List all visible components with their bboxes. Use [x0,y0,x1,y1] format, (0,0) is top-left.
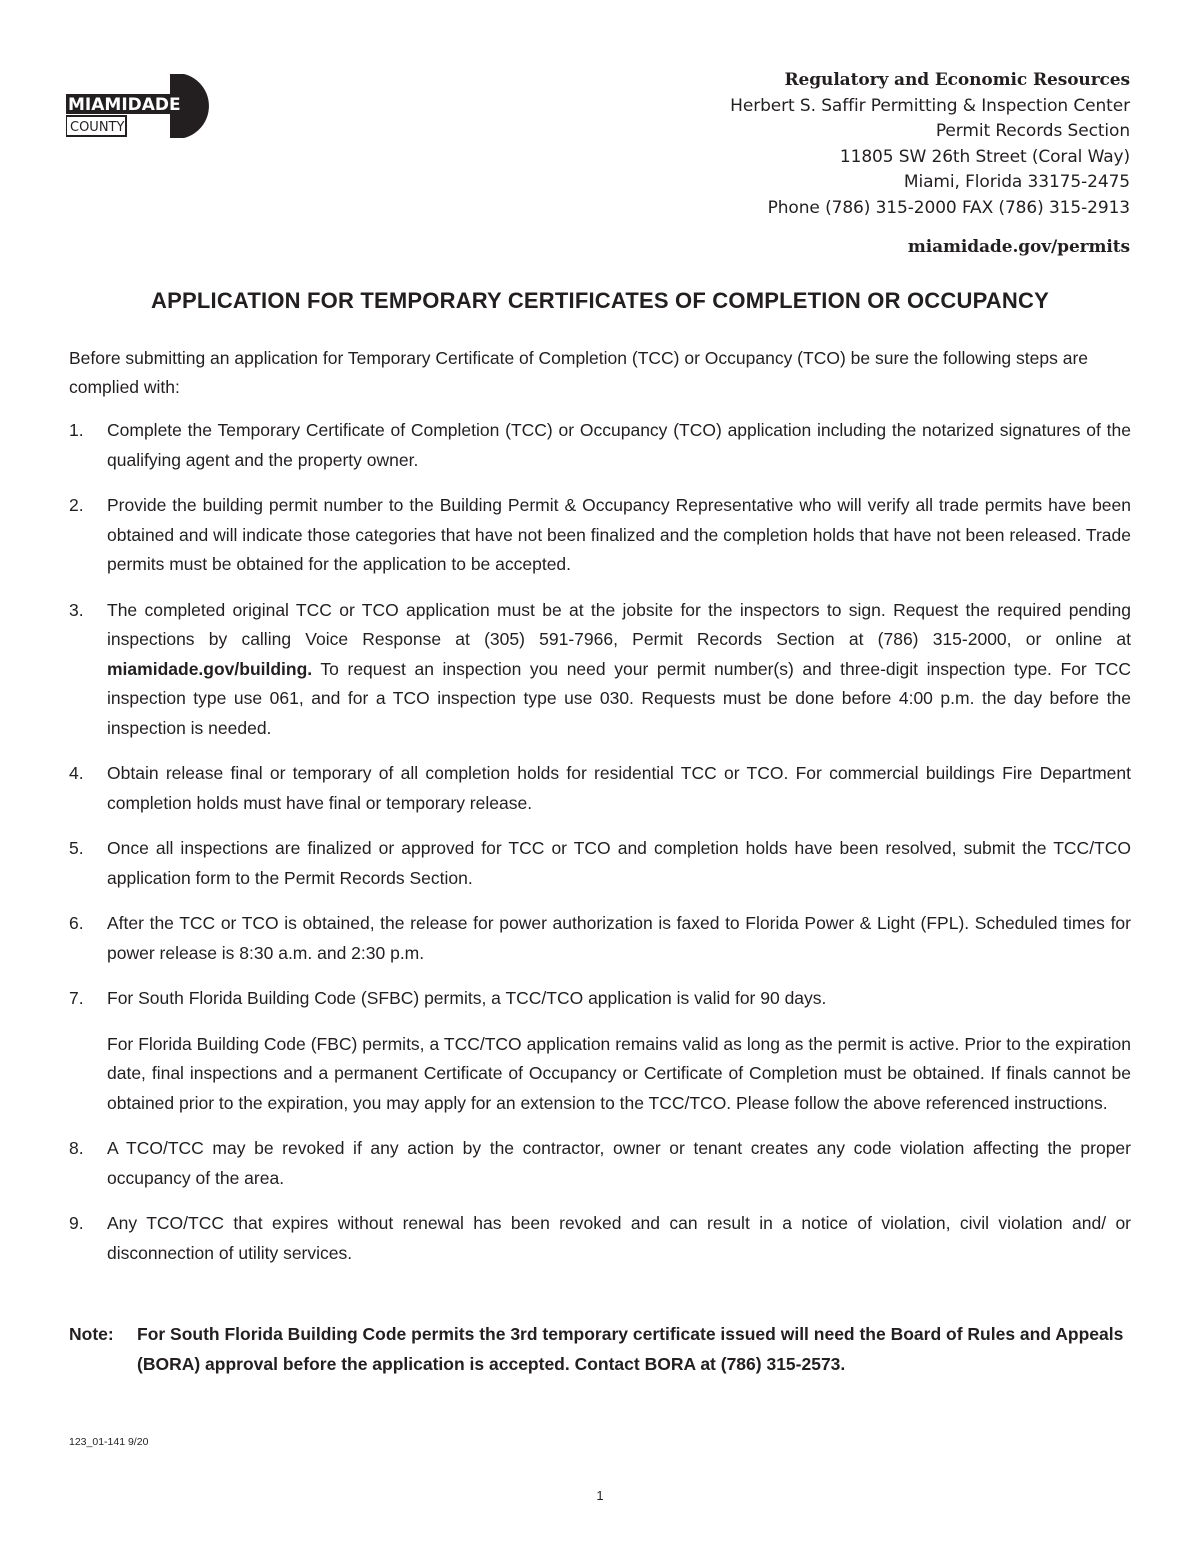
item-text: Any TCO/TCC that expires without renewal has been revoked and can result in a notice of violation, civil violation and/ or disconnection of utility services. [107,1213,1131,1263]
item-text: After the TCC or TCO is obtained, the release for power authorization is faxed to Florida Power & Light (FPL). Scheduled times for power release is 8:30 a.m. and 2:30 p.m. [107,913,1131,963]
item-text: Provide the building permit number to the Building Permit & Occupancy Representative who will verify all trade permits have been obtained and will indicate those categories that have not been finalized and the completion holds that have not been released. Trade permits must be obtained for the application to be accepted. [107,495,1131,574]
list-item [69,416,1131,475]
center-name: Herbert S. Saffir Permitting & Inspection Center [730,95,1130,116]
item-text [107,984,1131,1118]
logo-line2: COUNTY [70,120,125,135]
item-number: 3. [69,599,84,620]
item-text-main: For South Florida Building Code (SFBC) permits, a TCC/TCO application is valid for 90 days. [107,988,827,1008]
header-address-block [730,68,1130,261]
item-number: 9. [69,1213,84,1233]
form-number: 123_01-141 9/20 [69,1436,149,1448]
list-item [69,759,1131,818]
list-item [69,1134,1131,1193]
item-number: 4. [69,763,84,783]
item-number: 8. [69,1138,84,1158]
website-link[interactable]: miamidade.gov/permits [907,237,1130,257]
city-address: Miami, Florida 33175-2475 [903,172,1130,192]
miami-dade-county-logo [66,72,216,140]
item-number: 2. [69,495,84,515]
department-name: Regulatory and Economic Resources [784,70,1130,90]
page-title: APPLICATION FOR TEMPORARY CERTIFICATES OF COMPLETION OR OCCUPANCY [151,288,1049,313]
list-item [69,491,1131,580]
note-label: Note: [69,1324,114,1344]
page-number: 1 [596,1488,604,1503]
section-name: Permit Records Section [935,121,1130,141]
item-number: 1. [69,420,84,440]
list-item [69,984,1131,1118]
phone-fax: Phone (786) 315-2000 FAX (786) 315-2913 [767,197,1130,218]
item-text-part-a: The completed original TCC or TCO application must be at the jobsite for the inspectors to sign. Request the required pending inspections by calling Voice Response at (305) 591-7966, Permit Records Section at (786) 315-2000, or online at [107,599,1131,649]
list-item [69,596,1131,744]
list-item [69,909,1131,968]
item-subparagraph: For Florida Building Code (FBC) permits, a TCC/TCO application remains valid as long as the permit is active. Prior to the expiration date, final inspections and a permanent Certificate of Occupancy or Certificate of Completion must be obtained. If finals cannot be obtained prior to the expiration, you may apply for an extension to the TCC/TCO. Please follow the above referenced instructions. [107,1033,1131,1113]
item-text: Complete the Temporary Certificate of Completion (TCC) or Occupancy (TCO) application including the notarized signatures of the qualifying agent and the property owner. [107,420,1131,470]
logo-line1: MIAMIDADE [68,95,181,115]
item-text [107,596,1131,744]
item-text: A TCO/TCC may be revoked if any action by the contractor, owner or tenant creates any code violation affecting the proper occupancy of the area. [107,1138,1131,1188]
street-address: 11805 SW 26th Street (Coral Way) [839,146,1130,167]
building-link[interactable]: miamidade.gov/building. [107,658,313,679]
item-text: Once all inspections are finalized or approved for TCC or TCO and completion holds have been resolved, submit the TCC/TCO application form to the Permit Records Section. [107,838,1131,888]
item-number: 7. [69,988,84,1008]
item-text-part-b: To request an inspection you need your permit number(s) and three-digit inspection type. For TCC inspection type use 061, and for a TCO inspection type use 030. Requests must be done before 4:00 p.m. the day before the inspection is needed. [107,658,1131,738]
list-item [69,1209,1131,1268]
note-text: For South Florida Building Code permits the 3rd temporary certificate issued will need the Board of Rules and Appeals (BORA) approval before the application is accepted. Contact BORA at (786) 315-2573. [137,1324,1124,1374]
steps-list [69,416,1131,1284]
note-block [69,1320,1131,1379]
item-number: 5. [69,838,84,858]
intro-paragraph: Before submitting an application for Temporary Certificate of Completion (TCC) or Occupancy (TCO) be sure the following steps are complied with: [69,348,1088,397]
item-text: Obtain release final or temporary of all completion holds for residential TCC or TCO. For commercial buildings Fire Department completion holds must have final or temporary release. [107,763,1131,813]
item-number: 6. [69,913,84,933]
list-item [69,834,1131,893]
